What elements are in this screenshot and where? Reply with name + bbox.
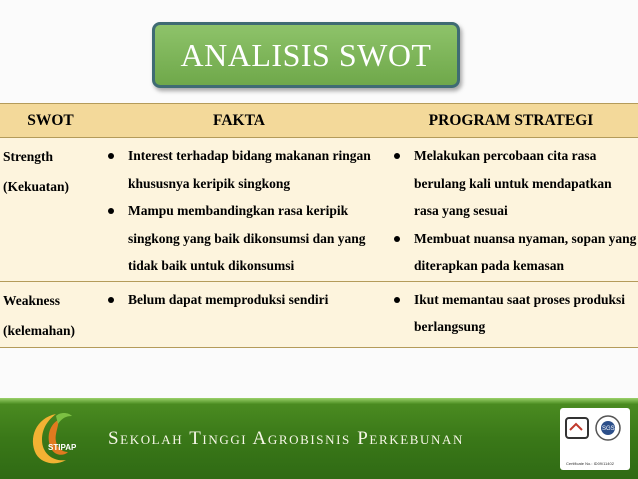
- fakta-item: Mampu membandingkan rasa keripik singkong yang baik dikonsumsi dan yang tidak baik untuk dikonsumsi: [98, 197, 380, 280]
- cell-program: [384, 281, 638, 347]
- program-item: Melakukan percobaan cita rasa berulang kali untuk mendapatkan rasa yang sesuai: [384, 142, 638, 225]
- table-row: [0, 138, 638, 282]
- table-header-row: [0, 104, 638, 138]
- certification-badge: [560, 408, 630, 470]
- swot-label: Strength: [3, 149, 54, 164]
- cell-program: [384, 138, 638, 282]
- header-program-strategi: PROGRAM STRATEGI: [384, 104, 638, 138]
- logo-text: STIPAP: [48, 443, 77, 452]
- stipap-logo-icon: [26, 410, 80, 468]
- swot-label: Weakness: [3, 292, 61, 308]
- header-fakta: FAKTA: [98, 104, 384, 138]
- cell-swot: [0, 281, 98, 347]
- swot-sublabel: (kelemahan): [3, 322, 75, 338]
- program-item: Ikut memantau saat proses produksi berlangsung: [384, 286, 638, 341]
- footer-banner: [0, 398, 638, 479]
- header-swot: SWOT: [0, 104, 98, 138]
- swot-table: [0, 103, 638, 348]
- swot-sublabel: (Kekuatan): [3, 179, 70, 194]
- svg-text:SGS: SGS: [602, 426, 615, 432]
- fakta-item: Belum dapat memproduksi sendiri: [98, 286, 380, 314]
- cell-fakta: [98, 281, 384, 347]
- table-row: [0, 281, 638, 347]
- certificate-seal-icon: [560, 408, 630, 458]
- certificate-number: Certificate No.: ID09/11402: [566, 461, 614, 466]
- program-item: Membuat nuansa nyaman, sopan yang diterapkan pada kemasan: [384, 225, 638, 280]
- slide-title: ANALISIS SWOT: [180, 36, 432, 73]
- school-name: Sekolah Tinggi Agrobisnis Perkebunan: [108, 428, 464, 449]
- title-box: [152, 22, 460, 88]
- cell-swot: [0, 138, 98, 282]
- fakta-item: Interest terhadap bidang makanan ringan khususnya keripik singkong: [98, 142, 380, 197]
- cell-fakta: [98, 138, 384, 282]
